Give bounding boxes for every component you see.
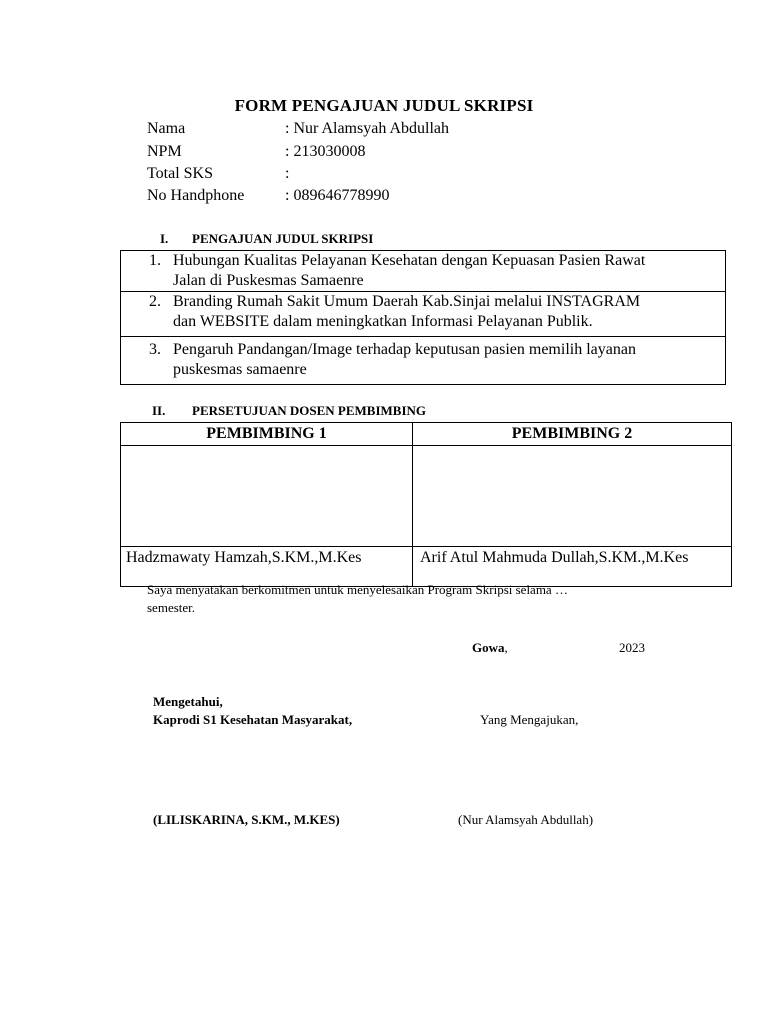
- judul-2-line1: Branding Rumah Sakit Umum Daerah Kab.Sinjai melalui INSTAGRAM: [173, 293, 641, 310]
- mengetahui-label: Mengetahui,: [153, 694, 223, 709]
- sks-value: :: [285, 165, 290, 182]
- judul-2-number: 2.: [149, 293, 161, 310]
- judul-row: [121, 251, 726, 292]
- judul-1-line1: Hubungan Kualitas Pelayanan Kesehatan dengan Kepuasan Pasien Rawat: [173, 252, 646, 269]
- pembimbing2-signature-area: [413, 446, 732, 547]
- pembimbing1-header: PEMBIMBING 1: [121, 423, 413, 446]
- judul-row: [121, 292, 726, 337]
- npm-value: : 213030008: [285, 143, 366, 160]
- section1-number: I.: [160, 231, 169, 246]
- place-comma: ,: [504, 640, 508, 655]
- place-date: [472, 640, 508, 656]
- pembimbing-header-row: [121, 423, 732, 446]
- kaprodi-name: (LILISKARINA, S.KM., M.KES): [153, 812, 340, 827]
- section2-number: II.: [152, 403, 166, 418]
- pembimbing1-name: Hadzmawaty Hamzah,S.KM.,M.Kes: [126, 549, 362, 566]
- judul-row: [121, 337, 726, 385]
- pembimbing2-name: Arif Atul Mahmuda Dullah,S.KM.,M.Kes: [420, 549, 689, 566]
- section1-heading: PENGAJUAN JUDUL SKRIPSI: [192, 231, 374, 246]
- judul-3-number: 3.: [149, 341, 161, 358]
- yang-mengajukan-label: Yang Mengajukan,: [480, 712, 579, 727]
- judul-1-line2: Jalan di Puskesmas Samaenre: [173, 272, 364, 289]
- judul-1-number: 1.: [149, 252, 161, 269]
- statement-line1: Saya menyatakan berkomitmen untuk menyelesaikan Program Skripsi selama …: [147, 582, 568, 597]
- form-title: FORM PENGAJUAN JUDUL SKRIPSI: [234, 96, 534, 115]
- judul-table: [120, 250, 726, 385]
- name-value: : Nur Alamsyah Abdullah: [285, 120, 449, 137]
- signature-row: [121, 446, 732, 547]
- applicant-name: (Nur Alamsyah Abdullah): [458, 812, 594, 827]
- npm-label: NPM: [147, 143, 182, 160]
- phone-value: : 089646778990: [285, 187, 390, 204]
- name-label: Nama: [147, 120, 186, 137]
- pembimbing-name-row: [121, 547, 732, 587]
- judul-3-line2: puskesmas samaenre: [173, 361, 307, 378]
- kaprodi-label: Kaprodi S1 Kesehatan Masyarakat,: [153, 712, 353, 727]
- judul-3-line1: Pengaruh Pandangan/Image terhadap keputusan pasien memilih layanan: [173, 341, 636, 358]
- pembimbing2-header: PEMBIMBING 2: [413, 423, 732, 446]
- judul-2-line2: dan WEBSITE dalam meningkatkan Informasi Pelayanan Publik.: [173, 313, 593, 330]
- section2-heading: PERSETUJUAN DOSEN PEMBIMBING: [192, 403, 427, 418]
- pembimbing1-signature-area: [121, 446, 413, 547]
- statement-line2: semester.: [147, 600, 196, 615]
- phone-label: No Handphone: [147, 187, 245, 204]
- sks-label: Total SKS: [147, 165, 213, 182]
- place: Gowa: [472, 640, 505, 655]
- year: 2023: [619, 640, 645, 655]
- pembimbing-table: [120, 422, 732, 587]
